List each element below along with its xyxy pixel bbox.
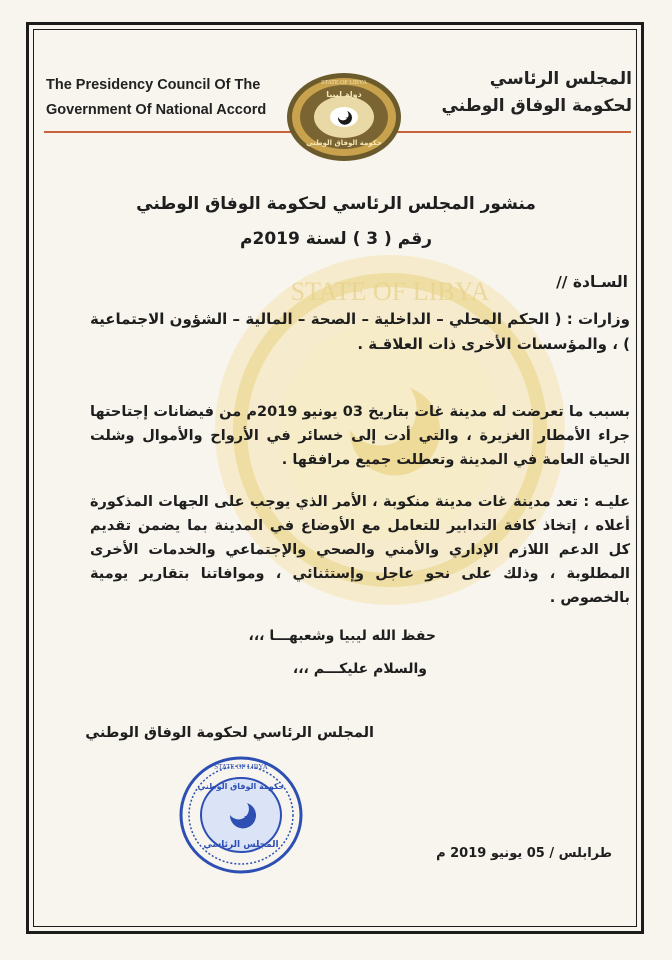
document-title: منشور المجلس الرئاسي لحكومة الوفاق الوطني <box>136 194 536 214</box>
ministries-list: وزارات : ( الحكم المحلي – الداخلية – الصحة – المالية – الشؤون الاجتماعية ) ، والمؤسسات الأخرى ذات العلاقـة . <box>90 310 630 353</box>
english-header-line2: Government Of National Accord <box>46 102 267 118</box>
seal-lower-text: حكومة الوفاق الوطني <box>306 139 382 147</box>
official-stamp-icon <box>178 755 304 875</box>
document-date: طرابلس / 05 يونيو 2019 م <box>436 846 612 861</box>
document-number: رقم ( 3 ) لسنة 2019م <box>240 229 432 249</box>
stamp-ar-bottom: المجلس الرئاسي <box>203 840 279 850</box>
closing-line-2: والسلام عليكـــم ،،، <box>292 661 427 677</box>
english-header-line1: The Presidency Council Of The <box>46 77 261 93</box>
signature-line: المجلس الرئاسي لحكومة الوفاق الوطني <box>85 725 374 741</box>
seal-top-text: STATE OF LIBYA <box>321 80 367 86</box>
government-seal-icon <box>285 72 403 162</box>
arabic-header-line1: المجلس الرئاسي <box>489 69 632 89</box>
inner-border <box>33 29 637 927</box>
stamp-ar-top: حكومة الوفاق الوطني <box>197 782 285 791</box>
seal-inner-text: دولة ليبيا <box>326 90 362 99</box>
arabic-header <box>392 66 632 120</box>
watermark-text: STATE OF LIBYA <box>290 277 490 306</box>
salutation: السـادة // <box>556 273 628 291</box>
closing-line-1: حفظ الله ليبيا وشعبهـــا ،،، <box>248 628 436 644</box>
english-header <box>46 73 296 123</box>
header-rule-left <box>44 131 292 133</box>
stamp-top-text: STATE OF LIBYA <box>214 763 268 771</box>
paragraph-2: عليـه : تعد مدينة غات مدينة منكوبة ، الأمر الذي يوجب على الجهات المذكورة أعلاه ، إتخاذ كافة التدابير للتعامل مع الأوضاع في المدينة بما يضمن تقديم كل الدعم اللازم الإداري والأمني والصحي والإجتماعي والخدمات الأخرى المطلوبة ، وذلك على نحو عاجل وإستثنائي ، وموافاتنا بتقارير يومية بالخصوص . <box>90 494 630 606</box>
header-rule-right <box>395 131 631 133</box>
paragraph-1: بسبب ما تعرضت له مدينة غات بتاريخ 03 يونيو 2019م من فيضانات إجتاحتها جراء الأمطار الغزيرة ، والتي أدت إلى خسائر في الأرواح والأموال وشلت الحياة العامة في المدينة وتعطلت جميع مرافقها . <box>90 404 630 468</box>
arabic-header-line2: لحكومة الوفاق الوطني <box>441 96 632 116</box>
